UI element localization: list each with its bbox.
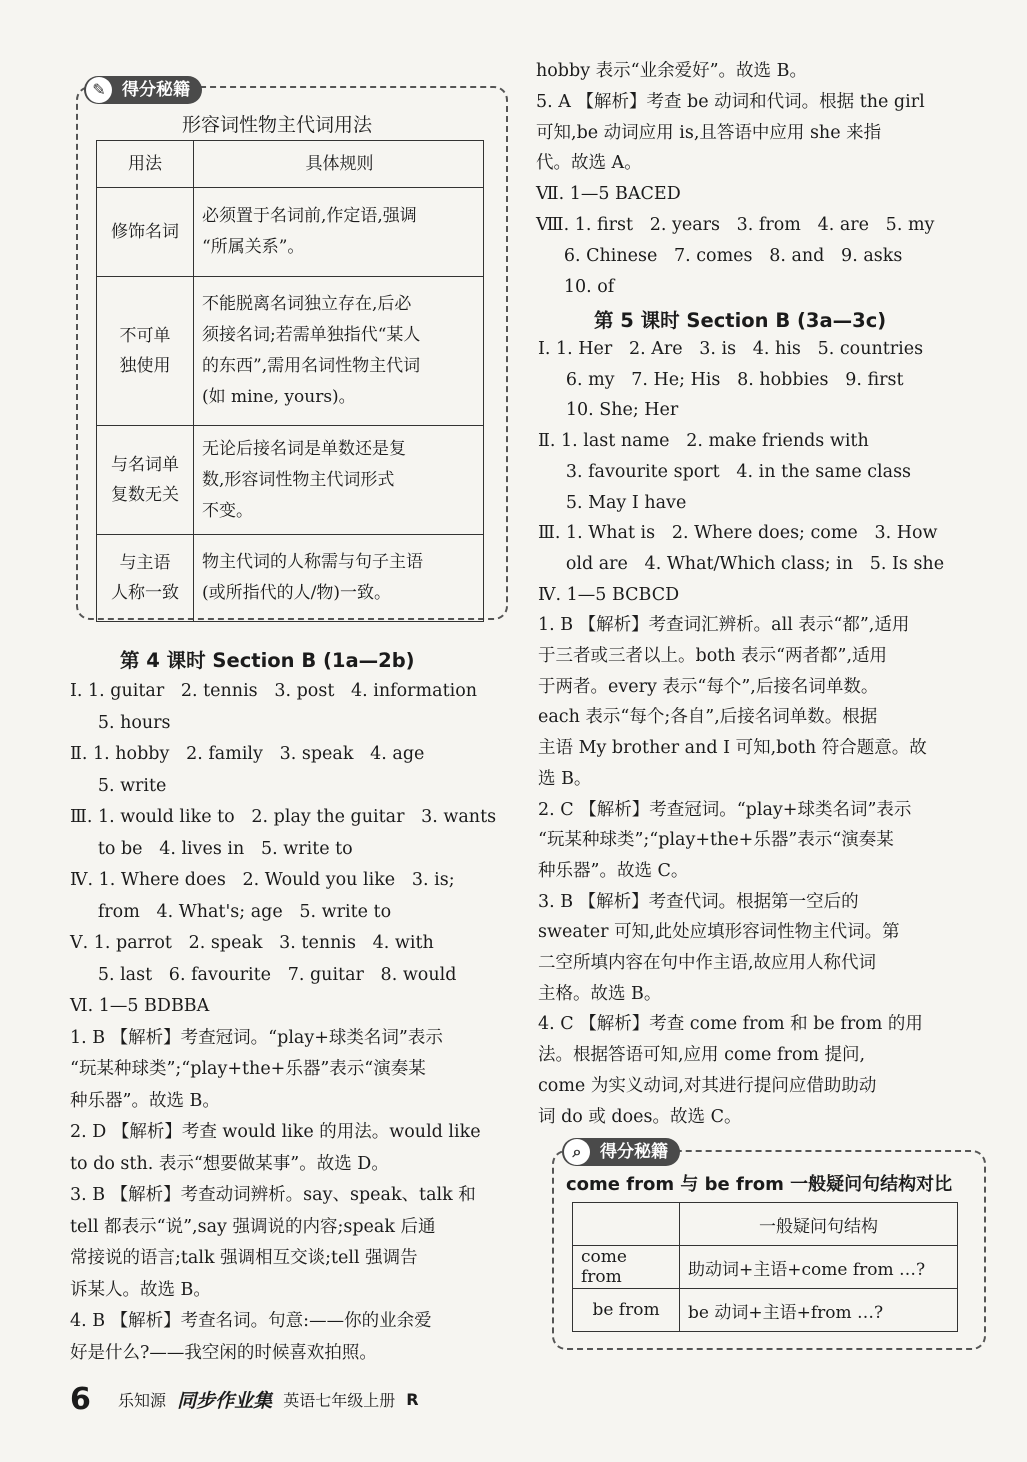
- answer-line: each 表示“每个;各自”,后接名词单数。根据: [538, 707, 878, 728]
- table-row: [573, 1289, 958, 1332]
- answer-line: 主语 My brother and I 可知,both 符合题意。故: [538, 738, 927, 759]
- answer-line: 10. of: [536, 276, 615, 297]
- answer-line: Ⅶ. 1—5 BACED: [536, 184, 681, 205]
- answer-line: 6. Chinese 7. comes 8. and 9. asks: [536, 245, 903, 266]
- answer-line: 3. B 【解析】考查代词。根据第一空后的: [538, 891, 859, 912]
- answer-line: Ⅲ. 1. What is 2. Where does; come 3. How: [538, 523, 938, 544]
- structure-cell: be 动词+主语+from …?: [680, 1289, 958, 1332]
- page-footer: [70, 1382, 419, 1417]
- answer-line: hobby 表示“业余爱好”。故选 B。: [536, 61, 807, 81]
- table-row: [97, 277, 484, 426]
- page-number: 6: [70, 1382, 91, 1417]
- answer-line: 3. B 【解析】考查动词辨析。say、speak、talk 和: [70, 1185, 476, 1205]
- rule-cell: 必须置于名词前,作定语,强调 “所属关系”。: [194, 188, 484, 277]
- search-icon: ⌕: [564, 1139, 590, 1165]
- answer-line: to do sth. 表示“想要做某事”。故选 D。: [70, 1153, 389, 1174]
- header-cell: 具体规则: [194, 141, 484, 188]
- answer-line: 10. She; Her: [538, 400, 679, 421]
- tips-label: ⌕ 得分秘籍: [562, 1138, 680, 1166]
- tips-label: ✎ 得分秘籍: [84, 76, 202, 104]
- rule-cell: 物主代词的人称需与句子主语 (或所指代的人/物)一致。: [194, 535, 484, 622]
- rule-cell: 不能脱离名词独立存在,后必 须接名词;若需单独指代“某人 的东西”,需用名词性物主代词 (如 mine, yours)。: [194, 277, 484, 426]
- edition: R: [406, 1390, 419, 1409]
- answer-line: Ⅲ. 1. would like to 2. play the guitar 3. wants: [70, 807, 497, 827]
- answer-line: Ⅵ. 1—5 BDBBA: [70, 996, 210, 1016]
- answer-line: 二空所填内容在句中作主语,故应用人称代词: [538, 953, 877, 973]
- answer-line: 选 B。: [538, 768, 592, 789]
- answer-line: old are 4. What/Which class; in 5. Is she: [538, 553, 945, 574]
- publisher: 乐知源: [117, 1391, 166, 1410]
- answer-line: 1. B 【解析】考查词汇辨析。all 表示“都”,适用: [538, 615, 910, 636]
- answer-line: 词 do 或 does。故选 C。: [538, 1106, 742, 1127]
- lesson5-title: 第 5 课时 Section B (3a—3c): [594, 309, 887, 332]
- rule-cell: 无论后接名词是单数还是复 数,形容词性物主代词形式 不变。: [194, 426, 484, 535]
- answer-line: 4. C 【解析】考查 come from 和 be from 的用: [538, 1014, 923, 1035]
- answer-line: Ⅱ. 1. last name 2. make friends with: [538, 431, 869, 452]
- answer-line: 3. favourite sport 4. in the same class: [538, 461, 912, 482]
- answer-line: come 为实义动词,对其进行提问应借助助动: [538, 1075, 877, 1096]
- answer-line: “玩某种球类”;“play+the+乐器”表示“演奏某: [70, 1059, 426, 1079]
- answer-line: 于三者或三者以上。both 表示“两者都”,适用: [538, 646, 888, 666]
- answer-line: 可知,be 动词应用 is,且答语中应用 she 来指: [536, 122, 882, 143]
- answer-line: 常接说的语言;talk 强调相互交谈;tell 强调告: [70, 1248, 418, 1268]
- come-from-table: [572, 1202, 958, 1332]
- answer-line: 6. my 7. He; His 8. hobbies 9. first: [538, 369, 904, 390]
- table-row: [573, 1246, 958, 1289]
- answer-line: Ⅰ. 1. Her 2. Are 3. is 4. his 5. countries: [538, 339, 924, 359]
- answer-line: tell 都表示“说”,say 强调说的内容;speak 后通: [70, 1216, 436, 1237]
- usage-cell: 修饰名词: [97, 188, 194, 277]
- answer-line: Ⅰ. 1. guitar 2. tennis 3. post 4. information: [70, 681, 478, 701]
- answer-line: 2. D 【解析】考查 would like 的用法。would like: [70, 1122, 481, 1142]
- answer-line: 法。根据答语可知,应用 come from 提问,: [538, 1045, 866, 1066]
- answer-line: 5. hours: [70, 712, 171, 733]
- answer-line: 于两者。every 表示“每个”,后接名词单数。: [538, 676, 879, 697]
- answer-line: 代。故选 A。: [536, 153, 642, 174]
- answer-line: 种乐器”。故选 C。: [538, 860, 689, 881]
- answer-line: 诉某人。故选 B。: [70, 1279, 211, 1300]
- book-title: 英语七年级上册: [283, 1391, 396, 1410]
- answer-line: 4. B 【解析】考查名词。句意:——你的业余爱: [70, 1311, 432, 1331]
- form-cell: be from: [573, 1289, 680, 1332]
- table-row: [97, 535, 484, 622]
- table-header-row: [573, 1203, 958, 1246]
- answer-line: “玩某种球类”;“play+the+乐器”表示“演奏某: [538, 830, 894, 851]
- answer-line: 1. B 【解析】考查冠词。“play+球类名词”表示: [70, 1027, 443, 1048]
- answer-line: 种乐器”。故选 B。: [70, 1090, 220, 1111]
- answer-line: sweater 可知,此处应填形容词性物主代词。第: [538, 922, 900, 943]
- usage-cell: 与主语 人称一致: [97, 535, 194, 622]
- answer-line: Ⅳ. 1. Where does 2. Would you like 3. is;: [70, 870, 455, 890]
- header-cell: 用法: [97, 141, 194, 188]
- table-row: [97, 188, 484, 277]
- answer-line: Ⅳ. 1—5 BCBCD: [538, 584, 680, 605]
- answer-line: to be 4. lives in 5. write to: [70, 838, 353, 859]
- answer-line: 5. May I have: [538, 492, 687, 513]
- usage-cell: 不可单 独使用: [97, 277, 194, 426]
- header-cell: [573, 1203, 680, 1246]
- usage-cell: 与名词单 复数无关: [97, 426, 194, 535]
- answer-line: 5. A 【解析】考查 be 动词和代词。根据 the girl: [536, 91, 925, 112]
- answer-line: 5. last 6. favourite 7. guitar 8. would: [70, 964, 457, 985]
- answer-line: 主格。故选 B。: [538, 983, 662, 1004]
- header-cell: 一般疑问句结构: [680, 1203, 958, 1246]
- structure-cell: 助动词+主语+come from …?: [680, 1246, 958, 1289]
- answer-line: 5. write: [70, 775, 167, 796]
- answer-line: Ⅱ. 1. hobby 2. family 3. speak 4. age: [70, 744, 425, 764]
- lesson4-title: 第 4 课时 Section B (1a—2b): [120, 649, 415, 672]
- form-cell: come from: [573, 1246, 680, 1289]
- answer-line: Ⅴ. 1. parrot 2. speak 3. tennis 4. with: [70, 933, 434, 953]
- tips-title: come from 与 be from 一般疑问句结构对比: [566, 1174, 953, 1195]
- tips-title: 形容词性物主代词用法: [182, 114, 373, 136]
- answer-line: Ⅷ. 1. first 2. years 3. from 4. are 5. my: [536, 215, 935, 235]
- pen-icon: ✎: [86, 77, 112, 103]
- answer-line: 好是什么?——我空闲的时候喜欢拍照。: [70, 1342, 377, 1363]
- series-brand: 同步作业集: [177, 1390, 273, 1412]
- answer-line: from 4. What's; age 5. write to: [70, 901, 392, 922]
- table-row: [97, 426, 484, 535]
- table-header-row: [97, 141, 484, 188]
- possessive-rules-table: [96, 140, 484, 622]
- answer-line: 2. C 【解析】考查冠词。“play+球类名词”表示: [538, 799, 912, 820]
